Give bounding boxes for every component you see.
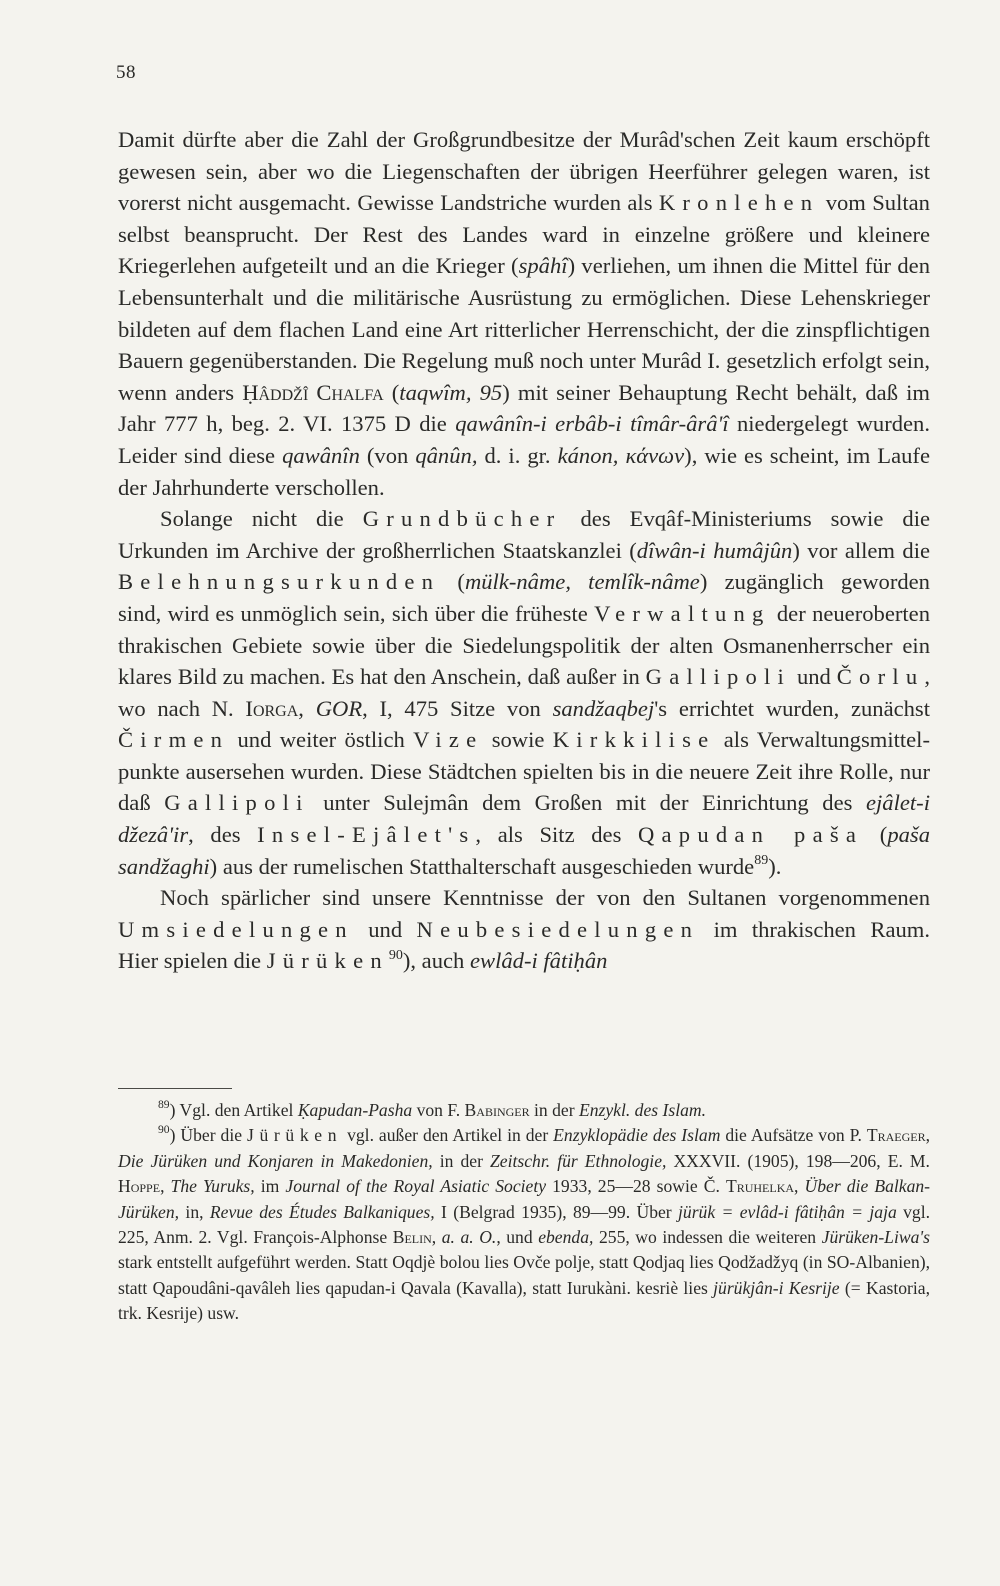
spaced-text: Gallipoli	[645, 664, 792, 690]
spaced-text: Qapudan paša	[638, 822, 864, 848]
spaced-text: Jürüken	[266, 948, 389, 974]
smallcaps-text: Hoppe	[118, 1176, 161, 1197]
italic-text: Revue des Études Balkaniques,	[209, 1201, 435, 1222]
text-run: , als Sitz des	[475, 822, 638, 848]
spaced-text: Insel-Ejâlet's	[257, 822, 476, 848]
italic-text: Über die Balkan-Jürüken,	[118, 1176, 931, 1222]
smallcaps-text: Belin	[392, 1227, 432, 1248]
italic-text: Enzykl. des Islam.	[578, 1100, 707, 1120]
text-run: Damit dürfte aber die Zahl der Großgrundbesitze der Murâd'schen Zeit kaum erschöpft gewesen sein, aber wo die Liegenschaften der übrigen Heerführer gelegen waren, ist vorerst nicht ausgemacht. Gewisse Landstriche wurden als	[118, 127, 930, 216]
italic-text: Jürüken-Liwa's	[821, 1227, 930, 1248]
text-run: und	[353, 916, 417, 942]
text-run: 1933, 25—28 sowie Č.	[546, 1176, 726, 1197]
text-run: des Evqâf-Ministeriums sowie die Urkunden im Archive der großherrlichen Staatskanzlei (	[118, 506, 931, 563]
spaced-text: Belehnungsurkunden	[118, 569, 441, 595]
footnote-mark: 89	[754, 852, 769, 868]
text-run: ) verliehen, um ihnen die Mittel für den Lebensunterhalt und die militärische Ausrüstung zu ermöglichen. Diese Lehenskrieger bildeten auf dem flachen Land eine Art ritterlicher Herrenschicht, der die zinspflichtigen Bauern gegenüberstanden. Die Regelung muß noch unter Murâd I. gesetzlich erfolgt sein, wenn anders	[118, 253, 930, 405]
text-run: (	[863, 822, 888, 848]
footnote	[118, 1123, 930, 1326]
text-run: XXXVII. (1905), 198—206, E. M.	[666, 1150, 930, 1171]
paragraph	[118, 503, 930, 882]
text-run: ,	[431, 1227, 442, 1248]
text-run: ) zugänglich geworden sind, wird es unmöglich sein, sich über die früheste	[118, 569, 930, 626]
italic-text: Die Jürüken und Konjaren in Makedonien,	[118, 1150, 433, 1171]
italic-text: Ḳapudan-Pasha	[297, 1100, 413, 1120]
smallcaps-text: Traeger	[866, 1125, 926, 1146]
italic-text: jürük = evlâd-i fâtiḥân = jaja	[678, 1201, 897, 1222]
text-run: in der	[432, 1150, 491, 1171]
italic-text: jürükjân-i Kesrije	[713, 1277, 840, 1298]
text-run: ), auch	[402, 948, 470, 974]
smallcaps-text: Ḥâddžî Chalfa	[242, 379, 384, 405]
text-run: ) Vgl. den Artikel	[169, 1100, 298, 1120]
spaced-text: Grundbücher	[362, 506, 562, 532]
text-run: niedergelegt wurden. Leider sind diese	[118, 411, 930, 468]
italic-text: ebenda,	[538, 1227, 594, 1248]
footnote-mark: 90	[388, 947, 403, 963]
text-run: , des	[188, 822, 258, 848]
smallcaps-text: Truhelka	[725, 1176, 795, 1197]
italic-text: The Yuruks,	[170, 1176, 255, 1197]
footnote-divider	[118, 1088, 232, 1089]
text-run: Noch spärlicher sind unsere Kenntnisse der von den Sultanen vorgenommenen	[160, 885, 930, 911]
text-run: I (Belgrad 1935), 89—99. Über	[434, 1201, 679, 1222]
text-run: in,	[179, 1201, 210, 1222]
text-run: ,	[160, 1176, 171, 1197]
text-run: stark entstellt aufgeführt werden. Statt Oqdjè bolou lies Ovče polje, statt Qodjaq lies Qodžadžyq (in SO-Albanien), statt Qapoudâni-qavâleh lies qapudan-i Qavala (Kavalla), statt Iurukàni. kesriè lies	[118, 1252, 930, 1298]
text-run: ) aus der rumelischen Statthalterschaft ausgeschieden wurde	[209, 853, 755, 879]
footnotes	[118, 1098, 930, 1327]
italic-text: a. a. O.	[441, 1227, 497, 1248]
italic-text: Zeitschr. für Ethnologie,	[490, 1150, 667, 1171]
text-run: die Aufsätze von P.	[720, 1125, 867, 1146]
text-run: ) mit seiner Behauptung Recht behält, daß im Jahr 777 h, beg. 2. VI. 1375 D die	[118, 379, 930, 437]
text-run: unter Sulejmân dem Großen mit der Einrichtung des	[309, 790, 866, 816]
text-run: (	[440, 569, 465, 595]
text-run: von F.	[412, 1100, 465, 1120]
italic-text: GOR	[315, 695, 363, 721]
italic-text: mülk-nâme, temlîk-nâme	[464, 569, 700, 595]
text-run: vgl. außer den Artikel in der	[342, 1125, 554, 1146]
italic-text: sandžaqbej	[552, 695, 655, 721]
paragraph	[118, 124, 930, 503]
smallcaps-text: Babinger	[464, 1100, 530, 1120]
italic-text: ejâlet-i džezâ'ir	[118, 790, 930, 848]
italic-text: paša sandžaghi	[118, 822, 930, 879]
text-run: 255, wo indessen die weiteren	[593, 1227, 822, 1248]
italic-text: qawânîn	[282, 442, 360, 468]
spaced-text: Verwaltung	[594, 600, 771, 626]
text-run: der neueroberten thrakischen Gebiete sowie über die Siedelungspolitik der alten Osmanenherrscher ein klares Bild zu machen. Es hat den Anschein, daß außer in	[118, 600, 930, 690]
italic-text: spâhî	[518, 253, 568, 279]
italic-text: dîwân-i humâjûn	[636, 537, 793, 563]
italic-text: taqwîm, 95	[399, 379, 503, 405]
text-run: , I, 475 Sitze von	[362, 695, 553, 721]
text-run: ) vor allem die	[792, 537, 931, 563]
spaced-text: Jürüken	[247, 1125, 343, 1146]
text-run: (	[383, 379, 400, 405]
text-run: im thrakischen Raum. Hier spielen die	[118, 916, 931, 974]
page-number: 58	[116, 62, 136, 83]
italic-text: Journal of the Royal Asiatic Society	[285, 1176, 547, 1197]
main-text	[118, 124, 930, 977]
italic-text: ewlâd-i fâtiḥân	[469, 948, 608, 974]
text-run: in der	[529, 1100, 579, 1120]
text-run: vgl. 225, Anm. 2. Vgl. François-Alphonse	[118, 1201, 931, 1248]
text-run: und weiter östlich	[229, 727, 414, 753]
spaced-text: Gallipoli	[164, 790, 310, 816]
spaced-text: Umsiedelungen	[118, 916, 354, 942]
italic-text: qânûn,	[415, 442, 478, 468]
text-run: 's errichtet wurden, zunächst	[654, 695, 931, 721]
spaced-text: Kronlehen	[658, 190, 820, 216]
italic-text: Enzyklopädie des Islam	[553, 1125, 721, 1146]
text-run: als Verwaltungsmittelpunkte ausersehen wurden. Diese Städtchen spielten bis in die neuere Zeit ihre Rolle, nur daß	[118, 727, 930, 816]
text-run: sowie	[483, 727, 553, 753]
text-run: , und	[496, 1227, 539, 1248]
spaced-text: Kirkkilise	[552, 727, 716, 753]
text-run: , wo nach	[118, 664, 931, 721]
text-run: ,	[925, 1125, 930, 1146]
italic-text: qawânîn-i erbâb-i tîmâr-ârâ'î	[455, 411, 729, 437]
spaced-text: Čirmen	[118, 727, 230, 753]
spaced-text: Čorlu	[836, 664, 925, 690]
text-run: (von	[359, 442, 416, 468]
footnote	[118, 1098, 930, 1123]
italic-text: kánon, κάνων	[557, 442, 685, 468]
footnote-mark: 90	[158, 1123, 170, 1137]
text-run: ), wie es scheint, im Laufe der Jahrhunderte verschollen.	[118, 442, 930, 500]
spaced-text: Vize	[413, 727, 484, 753]
text-run: d. i. gr.	[477, 442, 558, 468]
text-run: ) Über die	[169, 1125, 247, 1146]
text-run: ,	[794, 1176, 805, 1197]
text-run: im	[254, 1176, 286, 1197]
paragraph	[118, 882, 930, 977]
text-run: vom Sultan selbst beansprucht. Der Rest des Landes ward in einzelne größere und kleinere Kriegerlehen aufgeteilt und an die Krieger (	[118, 190, 930, 279]
text-run: und	[791, 664, 837, 690]
smallcaps-text: N. Iorga	[211, 695, 299, 721]
spaced-text: Neubesiedelungen	[416, 916, 700, 942]
text-run: ,	[298, 695, 316, 721]
text-run: Solange nicht die	[160, 506, 363, 532]
text-run: (= Kastoria, trk. Kesrije) usw.	[118, 1277, 930, 1324]
text-run: ).	[768, 853, 782, 879]
footnote-mark: 89	[158, 1097, 170, 1111]
